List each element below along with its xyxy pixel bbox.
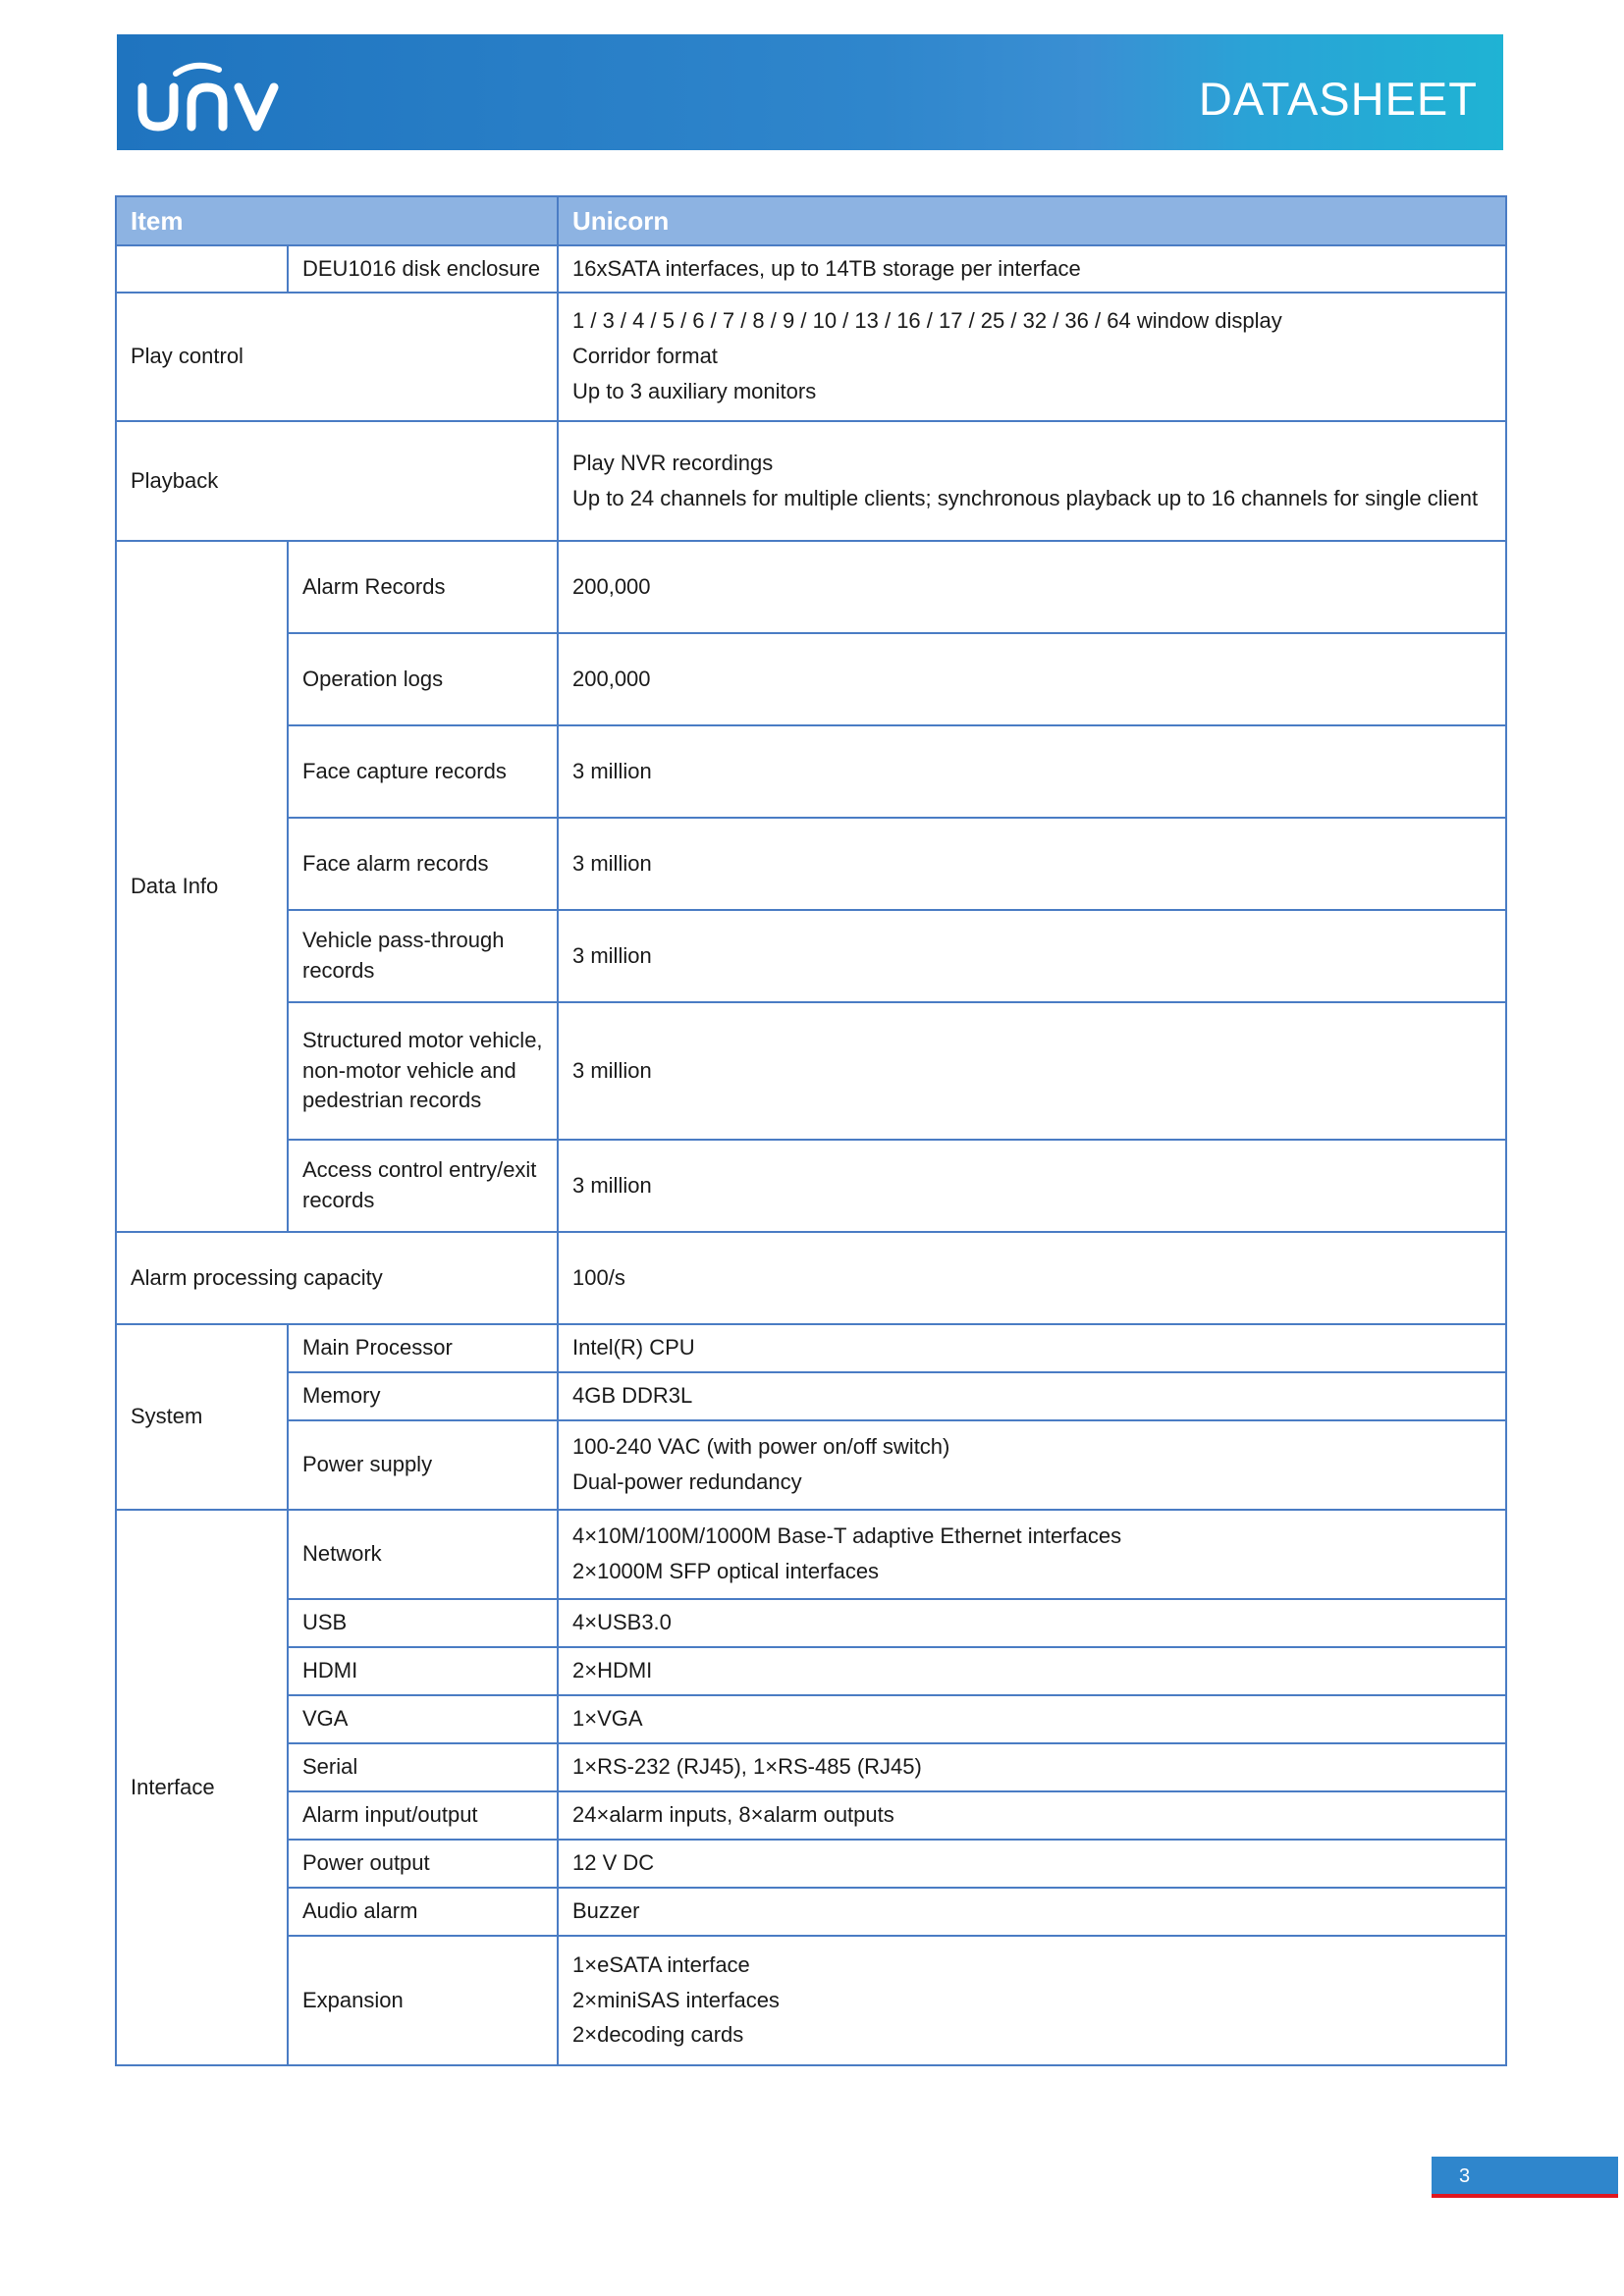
header-model: Unicorn	[558, 196, 1506, 245]
table-row	[116, 1840, 1506, 1888]
row-value: 1×RS-232 (RJ45), 1×RS-485 (RJ45)	[558, 1743, 1506, 1791]
row-value: 200,000	[558, 541, 1506, 633]
row-value: 3 million	[558, 818, 1506, 910]
header-item: Item	[116, 196, 558, 245]
row-value: 3 million	[558, 1140, 1506, 1232]
table-row	[116, 1324, 1506, 1372]
row-value: 3 million	[558, 910, 1506, 1002]
empty-cell	[116, 245, 288, 293]
value-line: 2×miniSAS interfaces	[572, 1987, 780, 2012]
value-line: 100-240 VAC (with power on/off switch)	[572, 1434, 950, 1460]
row-value: 3 million	[558, 725, 1506, 818]
row-label: DEU1016 disk enclosure	[288, 245, 558, 293]
value-line: 1×eSATA interface	[572, 1951, 750, 1977]
value-line: Corridor format	[572, 344, 718, 369]
row-label: Alarm Records	[288, 541, 558, 633]
row-label: Access control entry/exit records	[288, 1140, 558, 1232]
table-header-row	[116, 196, 1506, 245]
row-label: Play control	[116, 293, 558, 421]
value-line: 2×decoding cards	[572, 2022, 744, 2048]
row-value: 2×HDMI	[558, 1647, 1506, 1695]
row-label: Network	[288, 1510, 558, 1599]
table-row	[116, 818, 1506, 910]
group-label-data-info: Data Info	[116, 541, 288, 1232]
row-value: 4×USB3.0	[558, 1599, 1506, 1647]
row-label: Alarm input/output	[288, 1791, 558, 1840]
row-value	[558, 293, 1506, 421]
datasheet-title: DATASHEET	[1198, 73, 1478, 125]
row-value: 24×alarm inputs, 8×alarm outputs	[558, 1791, 1506, 1840]
table-row	[116, 725, 1506, 818]
table-row	[116, 910, 1506, 1002]
row-label: USB	[288, 1599, 558, 1647]
table-row	[116, 245, 1506, 293]
row-label: Memory	[288, 1372, 558, 1420]
value-line: 1 / 3 / 4 / 5 / 6 / 7 / 8 / 9 / 10 / 13 / 16 / 17 / 25 / 32 / 36 / 64 window display	[572, 308, 1282, 334]
table-row	[116, 421, 1506, 541]
table-row	[116, 1936, 1506, 2065]
row-value: 12 V DC	[558, 1840, 1506, 1888]
row-label: Face capture records	[288, 725, 558, 818]
table-row	[116, 1420, 1506, 1510]
group-label-system: System	[116, 1324, 288, 1510]
table-row	[116, 541, 1506, 633]
row-value: 3 million	[558, 1002, 1506, 1140]
group-label-interface: Interface	[116, 1510, 288, 2065]
row-value	[558, 1420, 1506, 1510]
value-line: Up to 24 channels for multiple clients; synchronous playback up to 16 channels for single client	[572, 485, 1479, 510]
row-label: VGA	[288, 1695, 558, 1743]
value-line: 4×10M/100M/1000M Base-T adaptive Ethernet interfaces	[572, 1523, 1122, 1549]
table-row	[116, 1599, 1506, 1647]
header-banner	[117, 34, 1503, 150]
row-label: Expansion	[288, 1936, 558, 2065]
row-value: 1×VGA	[558, 1695, 1506, 1743]
table-row	[116, 1743, 1506, 1791]
row-label: Face alarm records	[288, 818, 558, 910]
table-row	[116, 1888, 1506, 1936]
row-value	[558, 421, 1506, 541]
row-value: 16xSATA interfaces, up to 14TB storage per interface	[558, 245, 1506, 293]
row-label: Power output	[288, 1840, 558, 1888]
table-row	[116, 1791, 1506, 1840]
row-label: Audio alarm	[288, 1888, 558, 1936]
value-line: Up to 3 auxiliary monitors	[572, 378, 817, 403]
row-value: Buzzer	[558, 1888, 1506, 1936]
row-value: Intel(R) CPU	[558, 1324, 1506, 1372]
table-row	[116, 1647, 1506, 1695]
value-line: Play NVR recordings	[572, 450, 774, 475]
row-label: Playback	[116, 421, 558, 541]
table-row	[116, 633, 1506, 725]
table-row	[116, 293, 1506, 421]
unv-logo	[136, 56, 284, 134]
row-value: 200,000	[558, 633, 1506, 725]
value-line: Dual-power redundancy	[572, 1469, 802, 1494]
row-value: 4GB DDR3L	[558, 1372, 1506, 1420]
value-line: 2×1000M SFP optical interfaces	[572, 1559, 880, 1583]
row-value	[558, 1510, 1506, 1599]
row-label: HDMI	[288, 1647, 558, 1695]
row-label: Structured motor vehicle, non-motor vehicle and pedestrian records	[288, 1002, 558, 1140]
row-value	[558, 1936, 1506, 2065]
row-label: Main Processor	[288, 1324, 558, 1372]
table-row	[116, 1372, 1506, 1420]
table-row	[116, 1695, 1506, 1743]
table-row	[116, 1510, 1506, 1599]
row-label: Power supply	[288, 1420, 558, 1510]
row-label: Serial	[288, 1743, 558, 1791]
row-label: Alarm processing capacity	[116, 1232, 558, 1324]
row-label: Vehicle pass-through records	[288, 910, 558, 1002]
table-row	[116, 1232, 1506, 1324]
table-row	[116, 1002, 1506, 1140]
row-label: Operation logs	[288, 633, 558, 725]
page-number: 3	[1432, 2157, 1618, 2198]
row-value: 100/s	[558, 1232, 1506, 1324]
spec-table	[115, 195, 1507, 2066]
table-row	[116, 1140, 1506, 1232]
